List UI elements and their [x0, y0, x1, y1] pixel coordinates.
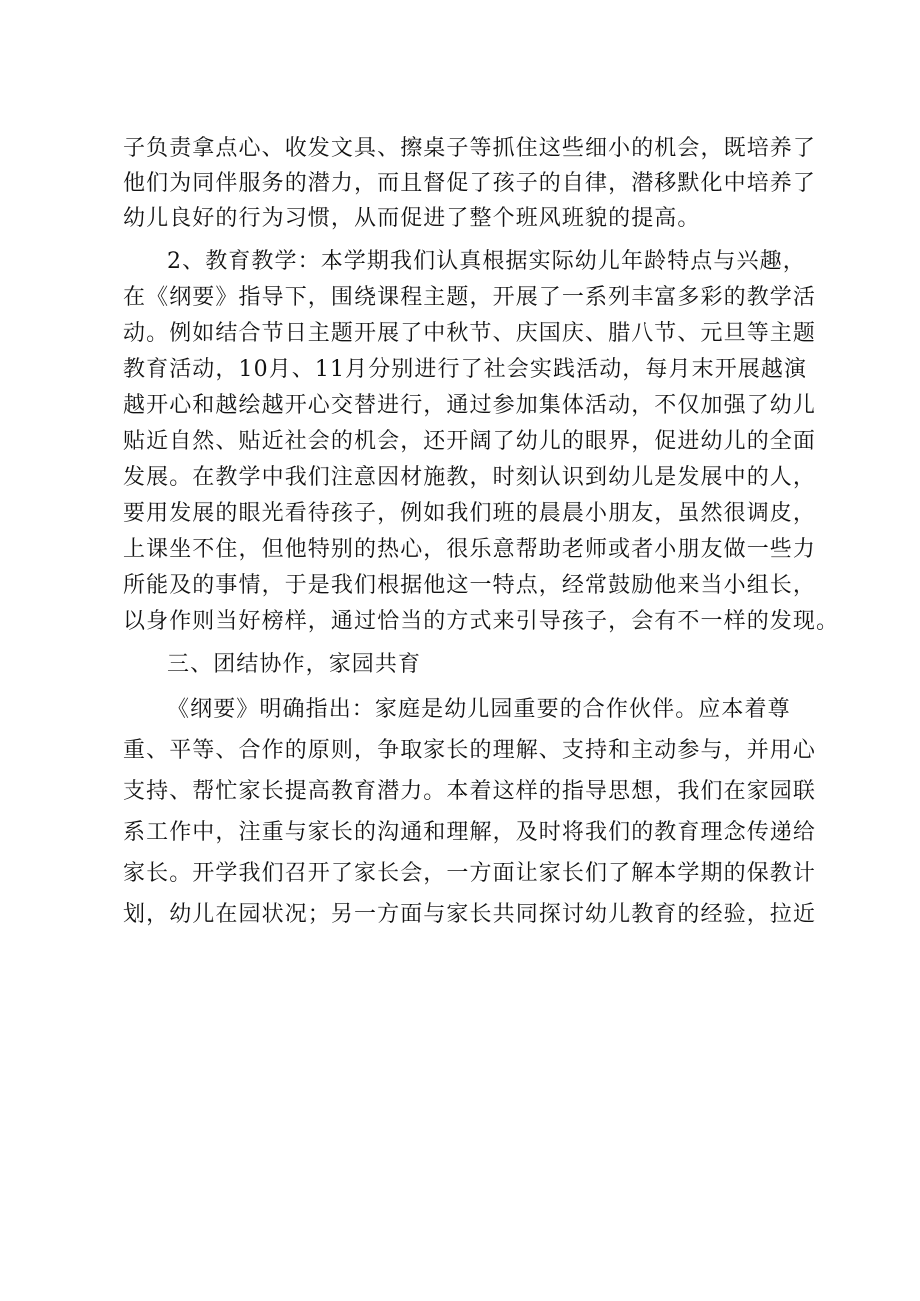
text-line: 支持、帮忙家长提高教育潜力。本着这样的指导思想，我们在家园联: [123, 779, 817, 804]
text-line: 子负责拿点心、收发文具、擦桌子等抓住这些细小的机会，既培养了: [123, 136, 817, 161]
text-line: 动。例如结合节日主题开展了中秋节、庆国庆、腊八节、元旦等主题: [123, 321, 817, 346]
text-line: 幼儿良好的行为习惯，从而促进了整个班风班貌的提高。: [123, 206, 701, 231]
paragraph-teaching: [123, 243, 840, 639]
text-line: 发展。在教学中我们注意因材施教，时刻认识到幼儿是发展中的人，: [123, 465, 817, 490]
paragraph-home-school: [123, 691, 823, 937]
text-line: 上课坐不住，但他特别的热心，很乐意帮助老师或者小朋友做一些力: [123, 537, 817, 562]
text-line: 家长。开学我们召开了家长会，一方面让家长们了解本学期的保教计: [123, 861, 817, 886]
paragraph-class-routine: [123, 130, 823, 235]
text-line: 要用发展的眼光看待孩子，例如我们班的晨晨小朋友，虽然很调皮，: [123, 501, 817, 526]
text-line: 系工作中，注重与家长的沟通和理解，及时将我们的教育理念传递给: [123, 820, 817, 845]
text-line: 划，幼儿在园状况；另一方面与家长共同探讨幼儿教育的经验，拉近: [123, 902, 817, 927]
text-line: 贴近自然、贴近社会的机会，还开阔了幼儿的眼界，促进幼儿的全面: [123, 429, 817, 454]
document-body: [123, 130, 840, 937]
section-heading: 三、团结协作，家园共育: [167, 652, 422, 677]
text-line: 重、平等、合作的原则，争取家长的理解、支持和主动参与，并用心: [123, 738, 817, 763]
text-line: 2、教育教学：本学期我们认真根据实际幼儿年龄特点与兴趣，: [167, 249, 806, 274]
text-line: 在《纲要》指导下，围绕课程主题，开展了一系列丰富多彩的教学活: [123, 285, 817, 310]
text-line: 他们为同伴服务的潜力，而且督促了孩子的自律，潜移默化中培养了: [123, 171, 817, 196]
text-line: 越开心和越绘越开心交替进行，通过参加集体活动，不仅加强了幼儿: [123, 393, 817, 418]
text-line: 所能及的事情，于是我们根据他这一特点，经常鼓励他来当小组长，: [123, 573, 817, 598]
text-line: 以身作则当好榜样，通过恰当的方式来引导孩子，会有不一样的发现。: [123, 609, 840, 634]
text-line: 教育活动，10月、11月分别进行了社会实践活动，每月末开展越演: [123, 357, 808, 382]
text-line: 《纲要》明确指出：家庭是幼儿园重要的合作伙伴。应本着尊: [167, 697, 791, 722]
